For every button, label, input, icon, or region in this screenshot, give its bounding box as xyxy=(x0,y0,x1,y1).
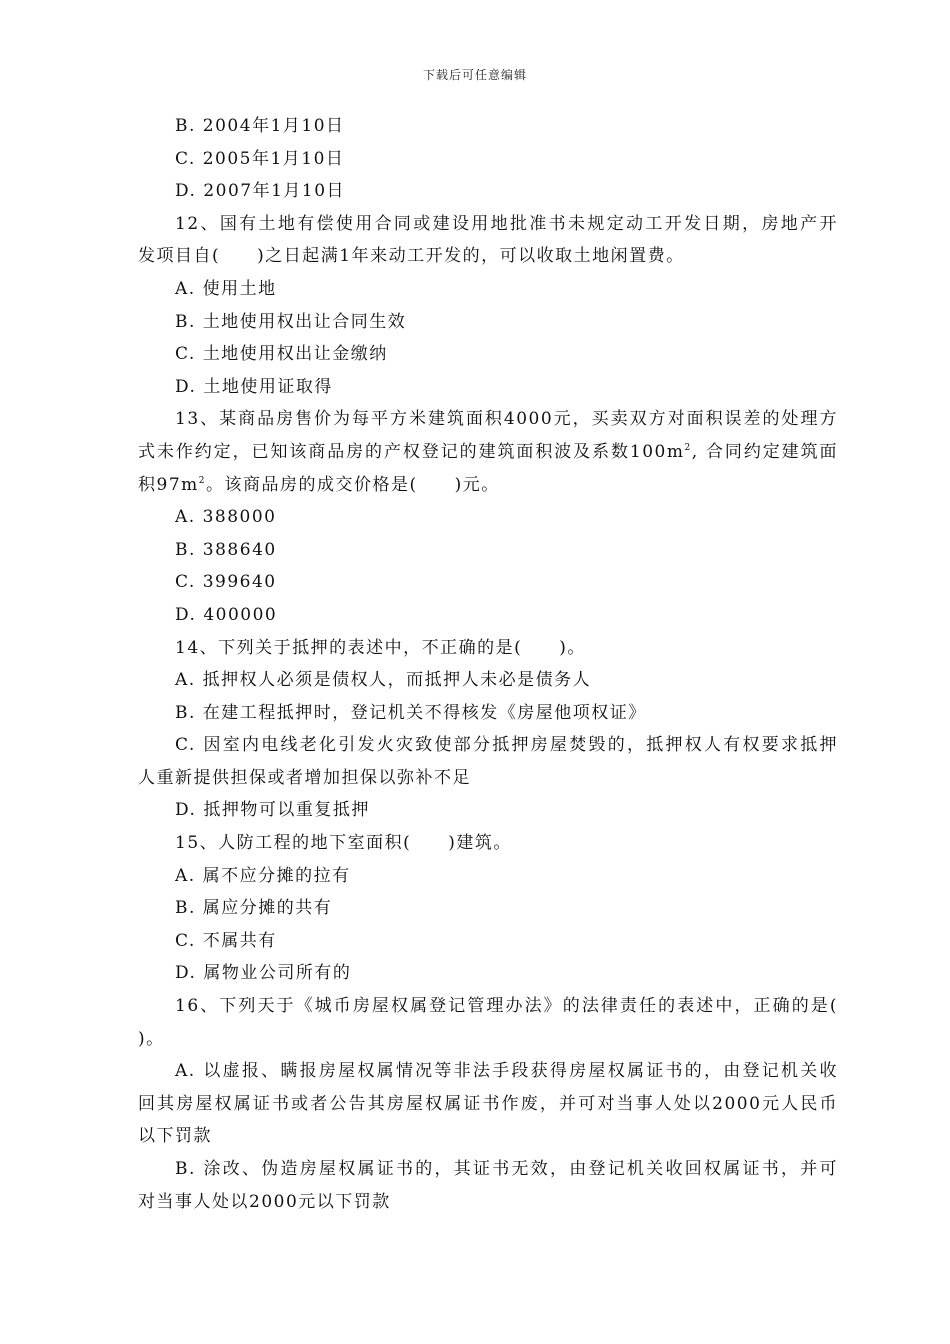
answer-option: A. 使用土地 xyxy=(175,278,277,299)
answer-option: B. 2004年1月10日 xyxy=(175,116,345,136)
answer-option: B. 土地使用权出让合同生效 xyxy=(175,311,407,332)
answer-option: A. 以虚报、瞒报房屋权属情况等非法手段获得房屋权属证书的，由登记机关收 xyxy=(175,1061,838,1082)
answer-option: A. 抵押权人必须是债权人，而抵押人未必是债务人 xyxy=(175,670,592,691)
document-body xyxy=(138,110,838,1218)
answer-option: B. 涂改、伪造房屋权属证书的，其证书无效，由登记机关收回权属证书，并可 xyxy=(175,1159,838,1179)
answer-option: C. 399640 xyxy=(175,572,277,593)
answer-option: D. 属物业公司所有的 xyxy=(175,963,352,984)
text-line: 对当事人处以2000元以下罚款 xyxy=(138,1191,391,1212)
page-header: 下载后可任意编辑 xyxy=(422,68,527,82)
text-line: 积$97m^2$。该商品房的成交价格是( )元。 xyxy=(138,474,500,495)
answer-option: D. 土地使用证取得 xyxy=(175,376,333,397)
answer-option: C. 因室内电线老化引发火灾致使部分抵押房屋焚毁的，抵押权人有权要求抵押 xyxy=(175,735,838,756)
question-text: 12、国有土地有偿使用合同或建设用地批准书未规定动工开发日期，房地产开 xyxy=(175,213,838,234)
question-text: 16、下列天于《城币房屋权属登记管理办法》的法律责任的表述中，正确的是( xyxy=(175,996,838,1017)
answer-option: C. 2005年1月10日 xyxy=(175,148,345,169)
answer-option: D. 400000 xyxy=(175,604,278,625)
text-line: 以下罚款 xyxy=(138,1126,212,1147)
answer-option: A. 属不应分摊的拉有 xyxy=(175,865,351,886)
question-text: 14、下列关于抵押的表述中，不正确的是( )。 xyxy=(175,637,586,658)
question-text: 13、某商品房售价为每平方米建筑面积4000元，买卖双方对面积误差的处理方 xyxy=(175,409,838,430)
text-line: 回其房屋权属证书或者公告其房屋权属证书作废，并可对当事人处以2000元人民币 xyxy=(138,1093,838,1114)
answer-option: D. 2007年1月10日 xyxy=(175,181,346,202)
answer-option: A. 388000 xyxy=(175,507,277,528)
answer-option: C. 不属共有 xyxy=(175,930,277,951)
answer-option: B. 388640 xyxy=(175,539,277,560)
answer-option: D. 抵押物可以重复抵押 xyxy=(175,800,370,821)
answer-option: C. 土地使用权出让金缴纳 xyxy=(175,344,388,365)
answer-option: B. 在建工程抵押时，登记机关不得核发《房屋他项权证》 xyxy=(175,702,647,723)
text-line: )。 xyxy=(138,1028,165,1049)
text-line: 式未作约定，已知该商品房的产权登记的建筑面积波及系数$100m^2$, 合同约定建筑面 xyxy=(138,441,839,462)
answer-option: B. 属应分摊的共有 xyxy=(175,898,333,919)
text-line: 人重新提供担保或者增加担保以弥补不足 xyxy=(138,767,471,788)
question-text: 15、人防工程的地下室面积( )建筑。 xyxy=(175,833,512,854)
text-line: 发项目自( )之日起满1年来动工开发的，可以收取土地闲置费。 xyxy=(138,246,685,267)
